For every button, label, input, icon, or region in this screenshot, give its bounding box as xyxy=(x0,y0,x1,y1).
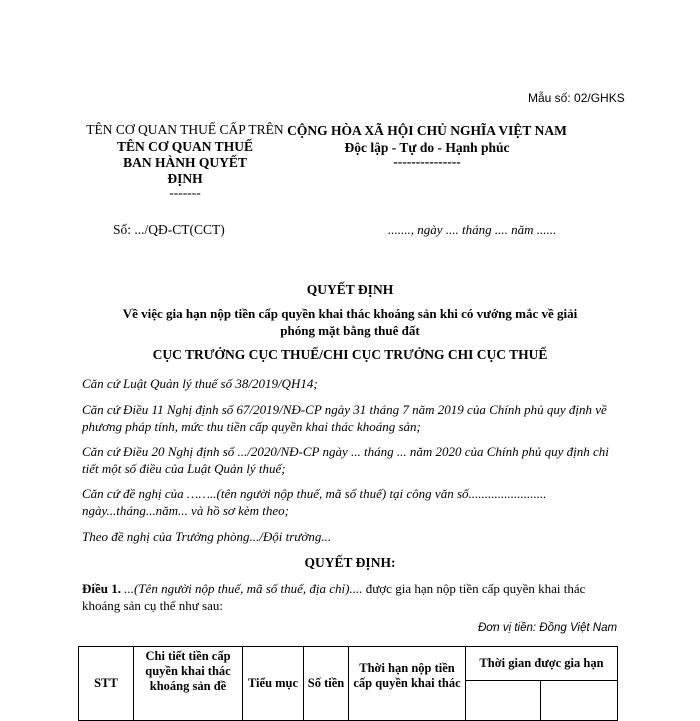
article-1-taxpayer: ...(Tên người nộp thuế, mã số thuế, địa chỉ).... xyxy=(121,581,363,596)
basis-proposal: Theo đề nghị của Trưởng phòng.../Đội trưởng... xyxy=(82,529,332,544)
issuing-agency-name: TÊN CƠ QUAN THUẾ BAN HÀNH QUYẾT ĐỊNH xyxy=(117,139,253,186)
basis-decree-2020: Căn cứ Điều 20 Nghị định số .../2020/NĐ-CP ngày ... tháng ... năm 2020 của Chính phủ quy định chi tiết một số điều của Luật Quản lý thuế; xyxy=(82,444,609,476)
header-deadline: Thời hạn nộp tiền cấp quyền khai thác xyxy=(349,647,466,721)
header-stt: STT xyxy=(79,647,134,721)
extension-table xyxy=(78,646,618,721)
parent-agency-name: TÊN CƠ QUAN THUẾ CẤP TRÊN xyxy=(86,122,284,137)
article-1-label: Điều 1. xyxy=(82,581,121,596)
form-number: Mẫu số: 02/GHKS xyxy=(528,91,625,105)
header-details: Chi tiết tiền cấp quyền khai thác khoáng sản đề xyxy=(134,647,243,721)
article-1 xyxy=(82,580,618,614)
currency-unit: Đơn vị tiền: Đồng Việt Nam xyxy=(478,622,618,634)
nation-header xyxy=(262,122,592,168)
nation-motto: Độc lập - Tự do - Hạnh phúc xyxy=(344,140,510,155)
subheader-cell-1 xyxy=(466,681,541,721)
article-1-text: được gia hạn nộp tiền cấp quyền khai thác khoáng sản cụ thể như sau: xyxy=(82,581,586,613)
agency-divider: ------- xyxy=(169,185,201,200)
header-amount: Số tiền xyxy=(304,647,349,721)
nation-divider: --------------- xyxy=(393,154,461,169)
basis-request: Căn cứ đề nghị của ……..(tên người nộp thuế, mã số thuế) tại công văn số........................ ngày...tháng...năm... và hồ sơ kèm theo; xyxy=(82,486,547,518)
date-line: ......., ngày .... tháng .... năm ...... xyxy=(388,222,557,237)
basis-law: Căn cứ Luật Quản lý thuế số 38/2019/QH14; xyxy=(82,376,318,391)
document-subtitle: Về việc gia hạn nộp tiền cấp quyền khai thác khoáng sản khi có vướng mắc về giải phóng mặt bằng thuê đất xyxy=(122,306,578,338)
subheader-cell-2 xyxy=(541,681,618,721)
header-extension-period: Thời gian được gia hạn xyxy=(466,647,618,681)
nation-name: CỘNG HÒA XÃ HỘI CHỦ NGHĨA VIỆT NAM xyxy=(287,123,567,138)
basis-decree-67: Căn cứ Điều 11 Nghị định số 67/2019/NĐ-CP ngày 31 tháng 7 năm 2019 của Chính phủ quy định về phương pháp tính, mức thu tiền cấp quyền khai thác khoáng sản; xyxy=(82,402,607,434)
table-header-row xyxy=(79,647,618,681)
decision-heading: QUYẾT ĐỊNH: xyxy=(304,555,396,570)
issuing-authority: CỤC TRƯỞNG CỤC THUẾ/CHI CỤC TRƯỞNG CHI CỤC THUẾ xyxy=(152,347,548,362)
document-title: QUYẾT ĐỊNH xyxy=(306,282,394,297)
document-number: Số: .../QĐ-CT(CCT) xyxy=(113,222,225,237)
header-subsection: Tiểu mục xyxy=(243,647,304,721)
